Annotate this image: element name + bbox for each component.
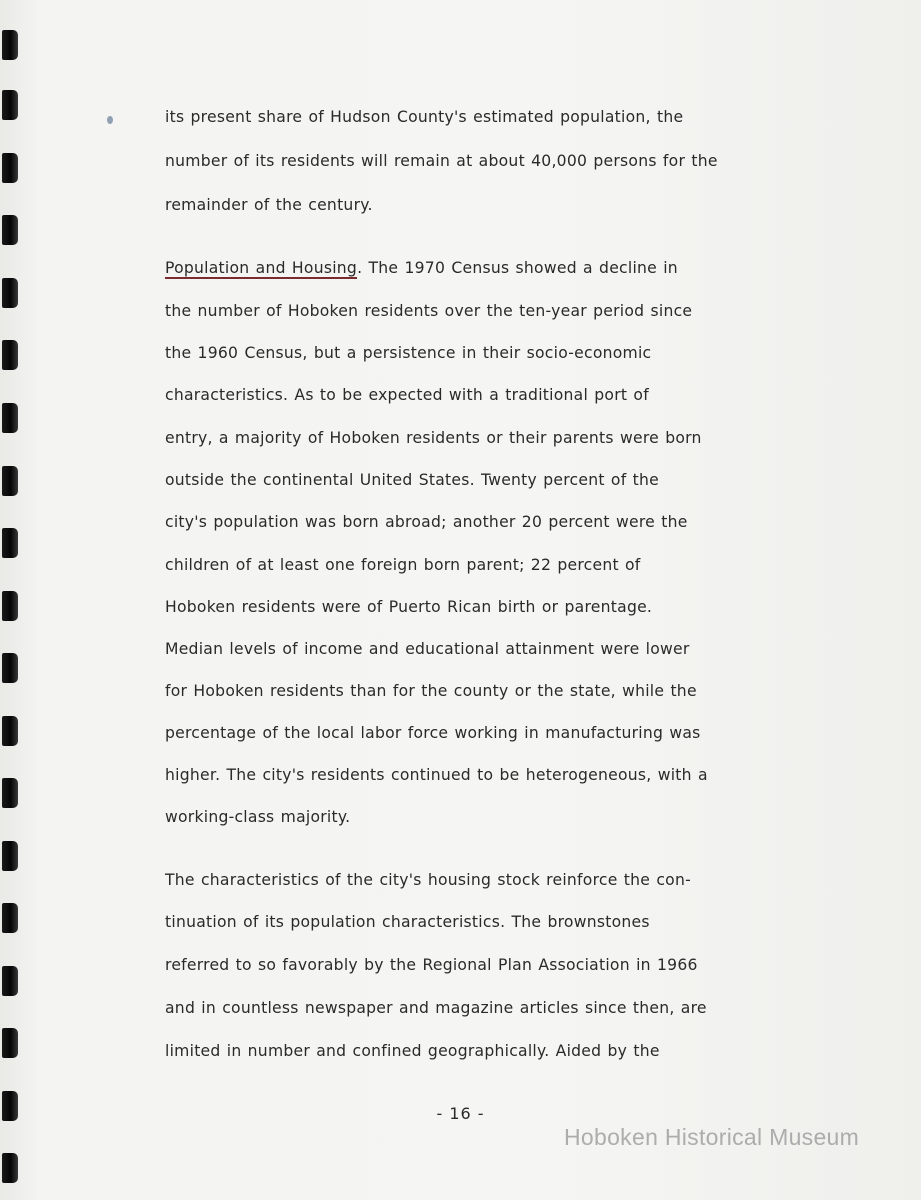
text-line: for Hoboken residents than for the county or the state, while the — [165, 682, 697, 700]
text-line: city's population was born abroad; another 20 percent were the — [165, 513, 688, 531]
binding-ring — [2, 1153, 18, 1183]
binding-ring — [2, 278, 18, 308]
text-line — [165, 259, 678, 277]
binding-ring — [2, 653, 18, 683]
margin-mark — [107, 116, 113, 124]
museum-watermark: Hoboken Historical Museum — [564, 1124, 860, 1150]
binding-ring — [2, 591, 18, 621]
text-line: outside the continental United States. Twenty percent of the — [165, 471, 659, 489]
text-fragment: . The 1970 Census showed a decline in — [357, 259, 678, 277]
binding-ring — [2, 153, 18, 183]
binding-ring — [2, 903, 18, 933]
spiral-binding — [0, 20, 22, 1190]
text-line: limited in number and confined geographically. Aided by the — [165, 1042, 660, 1060]
binding-ring — [2, 778, 18, 808]
text-line: its present share of Hudson County's estimated population, the — [165, 108, 684, 126]
binding-ring — [2, 340, 18, 370]
text-line: children of at least one foreign born parent; 22 percent of — [165, 556, 641, 574]
binding-ring — [2, 841, 18, 871]
binding-ring — [2, 403, 18, 433]
binding-ring — [2, 1028, 18, 1058]
section-heading: Population and Housing — [165, 259, 358, 277]
binding-ring — [2, 528, 18, 558]
text-line: the number of Hoboken residents over the ten-year period since — [165, 302, 693, 320]
text-line: Hoboken residents were of Puerto Rican birth or parentage. — [165, 598, 653, 616]
text-line: tinuation of its population characteristics. The brownstones — [165, 913, 650, 931]
text-line: characteristics. As to be expected with a traditional port of — [165, 386, 649, 404]
text-line: remainder of the century. — [165, 196, 373, 214]
text-line: percentage of the local labor force working in manufacturing was — [165, 724, 701, 742]
text-line: working-class majority. — [165, 808, 351, 826]
text-line: entry, a majority of Hoboken residents or their parents were born — [165, 429, 702, 447]
binding-ring — [2, 215, 18, 245]
text-line: number of its residents will remain at about 40,000 persons for the — [165, 152, 718, 170]
text-line: referred to so favorably by the Regional Plan Association in 1966 — [165, 956, 698, 974]
text-line: Median levels of income and educational attainment were lower — [165, 640, 690, 658]
text-line: the 1960 Census, but a persistence in their socio-economic — [165, 344, 652, 362]
text-line: and in countless newspaper and magazine articles since then, are — [165, 999, 707, 1017]
binding-ring — [2, 90, 18, 120]
text-line: higher. The city's residents continued to be heterogeneous, with a — [165, 766, 708, 784]
binding-ring — [2, 966, 18, 996]
binding-ring — [2, 716, 18, 746]
text-line: The characteristics of the city's housing stock reinforce the con- — [165, 871, 691, 889]
page-number: - 16 - — [436, 1104, 485, 1123]
binding-ring — [2, 30, 18, 60]
binding-ring — [2, 466, 18, 496]
